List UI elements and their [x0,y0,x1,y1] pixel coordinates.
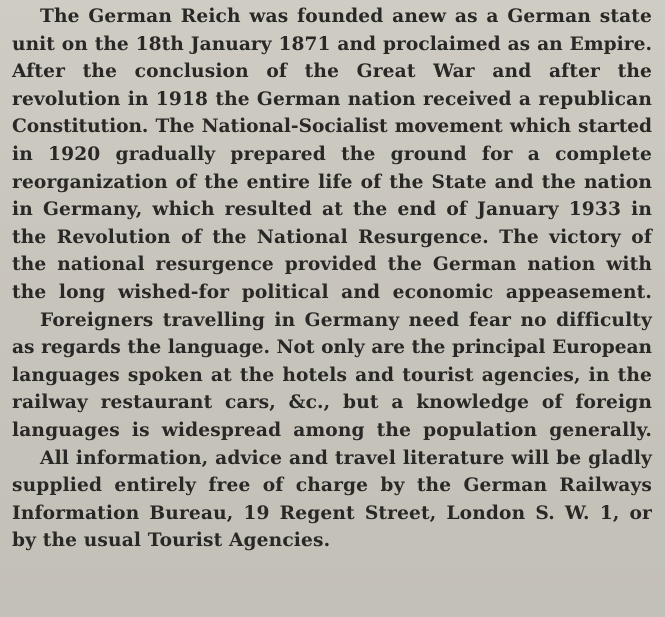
text-line: The German Reich was founded anew as a German state [40,6,652,27]
text-line: Information Bureau, 19 Regent Street, London S. W. 1, or [12,502,652,524]
text-line: Foreigners travelling in Germany need fear no difficulty [40,309,652,331]
text-line: After the conclusion of the Great War and after the [12,61,652,83]
text-line: languages is widespread among the population generally. [12,419,652,441]
body-text [12,3,652,555]
text-line: All information, advice and travel literature will be gladly [40,447,652,469]
paragraph-information [12,445,652,555]
text-line: Constitution. The National-Socialist movement which started [12,116,652,138]
text-line: the Revolution of the National Resurgence. The victory of [12,226,652,248]
text-line: the long wished-for political and economic appeasement. [12,281,652,303]
text-line: by the usual Tourist Agencies. [12,530,331,552]
paragraph-reich-history [12,3,652,307]
paragraph-language [12,307,652,445]
text-line: the national resurgence provided the German nation with [12,254,652,276]
text-line: revolution in 1918 the German nation received a republican [12,88,652,110]
text-line: railway restaurant cars, &c., but a knowledge of foreign [12,392,652,414]
text-line: unit on the 18th January 1871 and proclaimed as an Empire. [12,33,652,55]
text-line: supplied entirely free of charge by the German Railways [12,475,652,497]
text-line: in 1920 gradually prepared the ground for a complete [12,143,652,165]
text-line: in Germany, which resulted at the end of January 1933 in [12,199,652,221]
text-line: as regards the language. Not only are the principal European [12,337,652,359]
text-line: reorganization of the entire life of the State and the nation [12,171,652,193]
text-line: languages spoken at the hotels and tourist agencies, in the [12,364,652,386]
